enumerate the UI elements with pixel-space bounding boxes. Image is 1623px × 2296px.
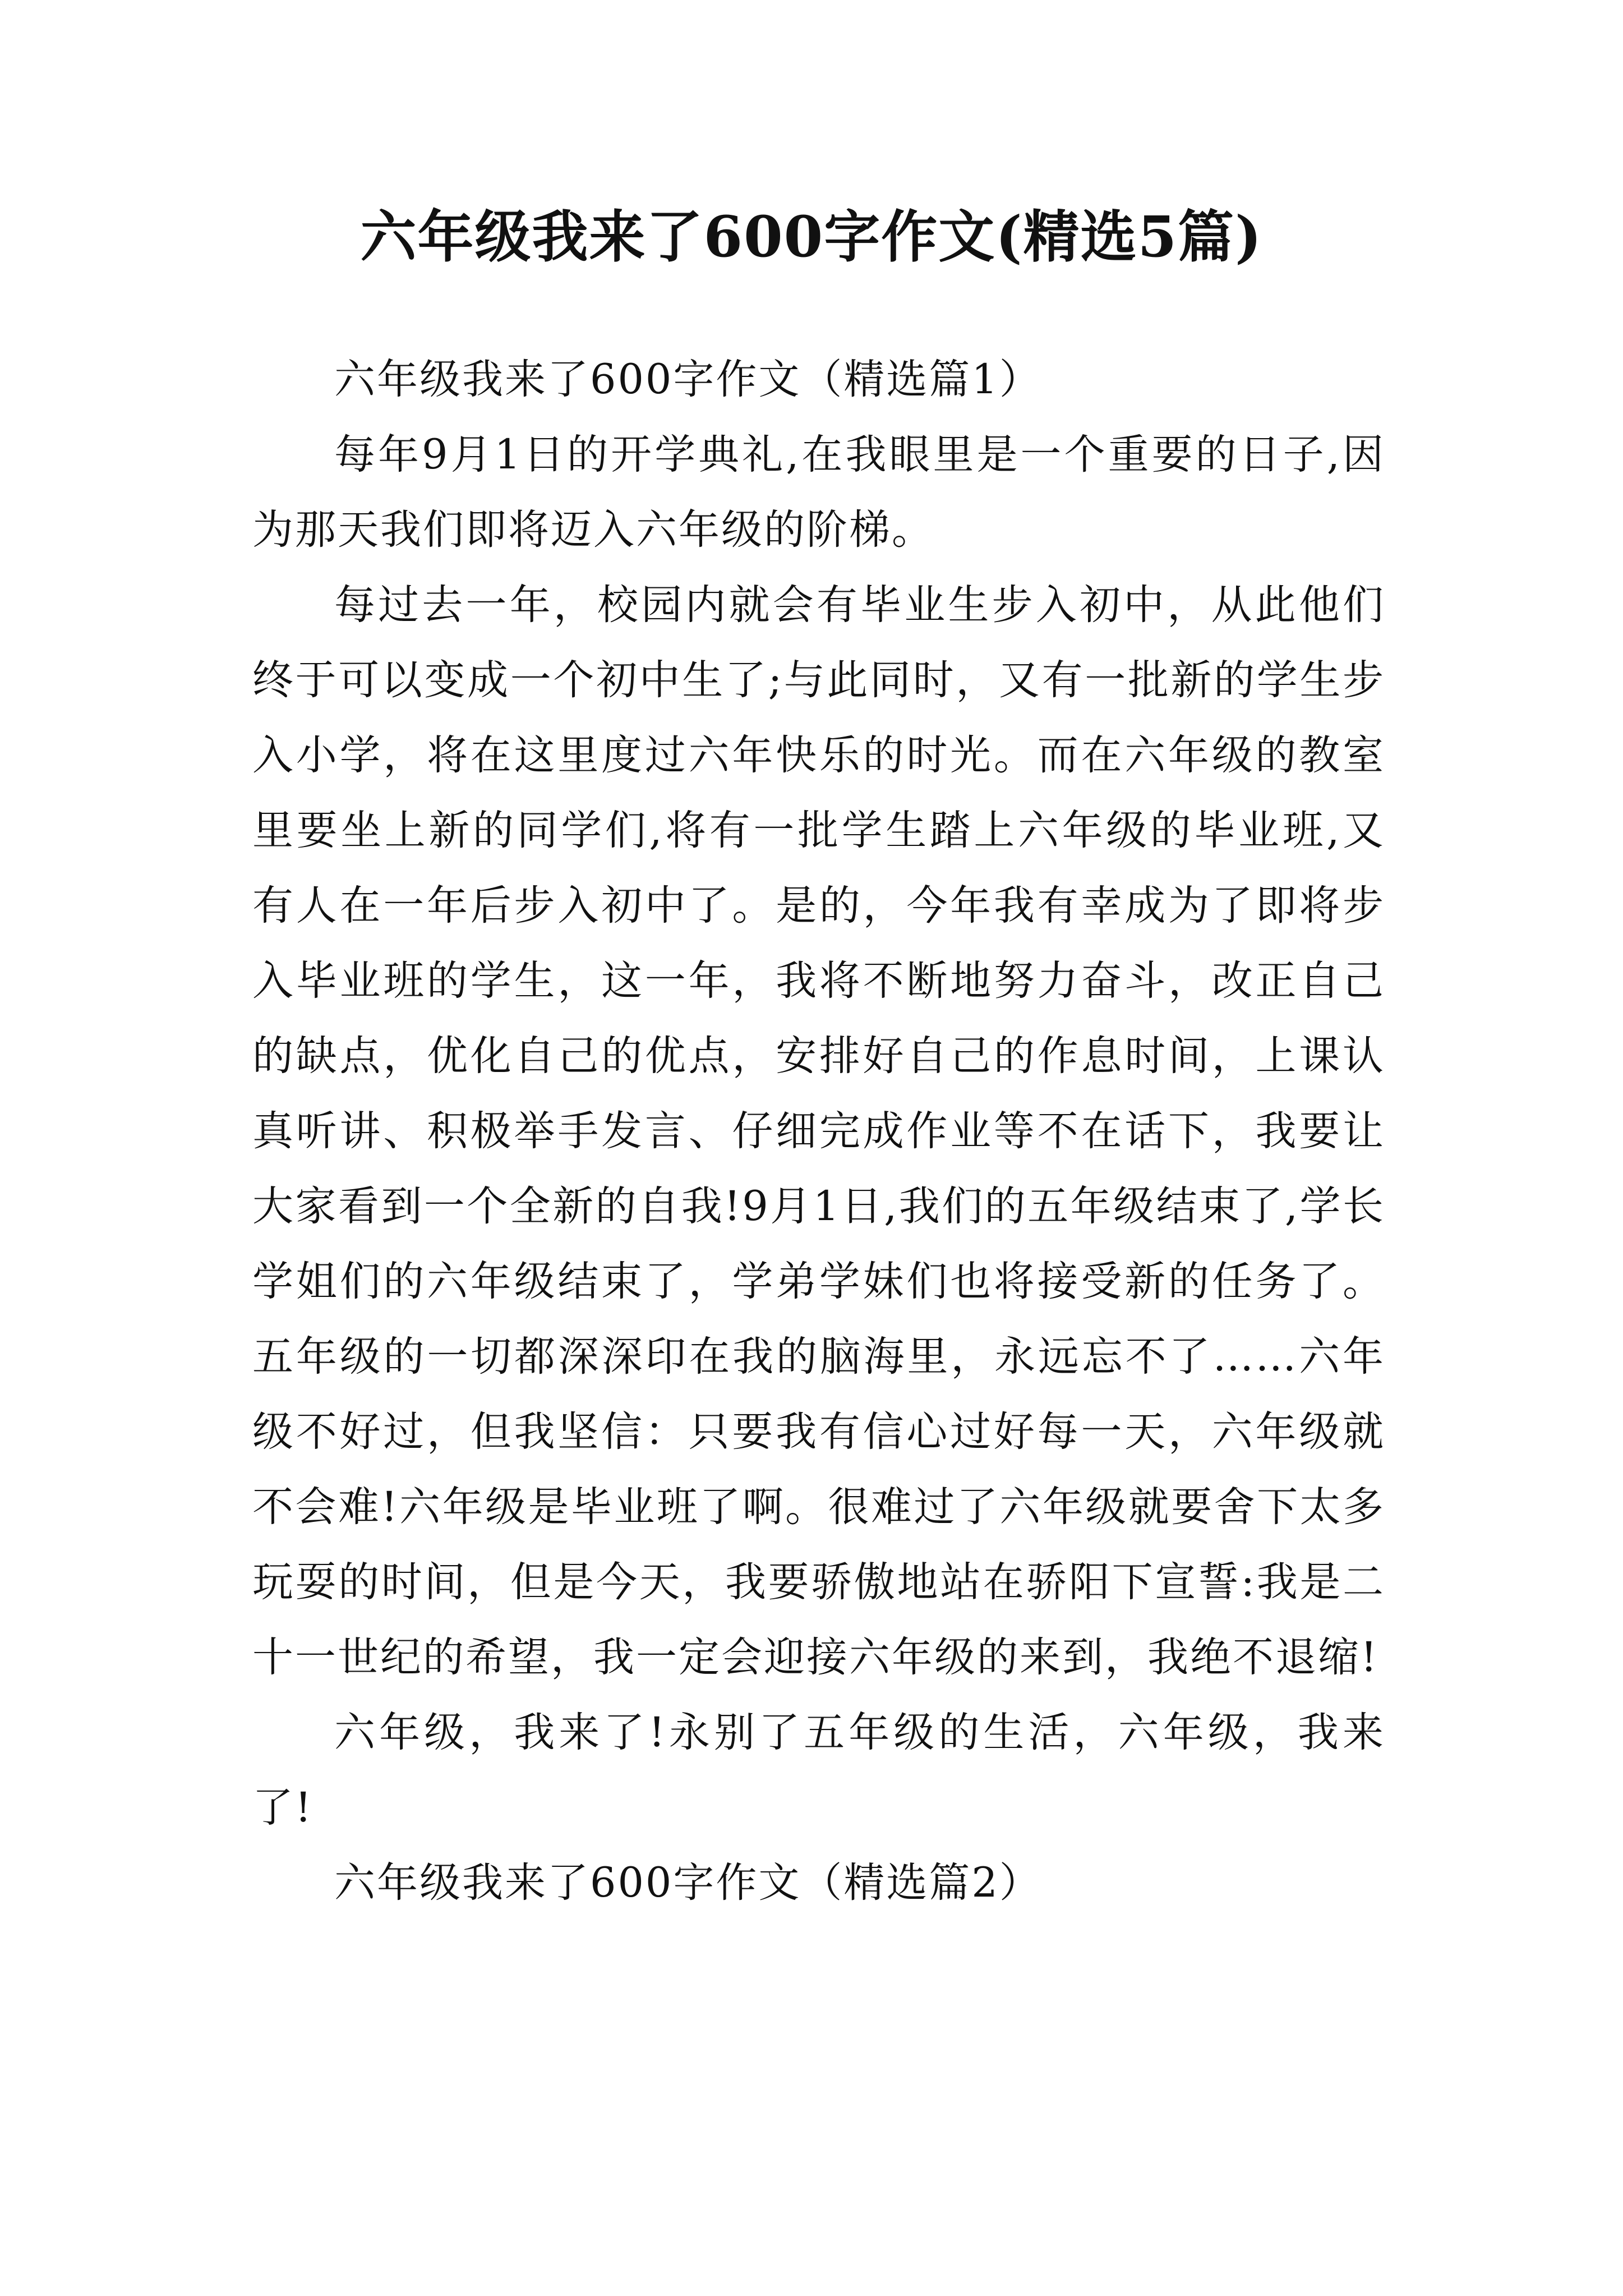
paragraph-1: 每年9月1日的开学典礼,在我眼里是一个重要的日子,因为那天我们即将迈入六年级的阶梯。 — [252, 431, 1385, 554]
section-heading-2: 六年级我来了600字作文（精选篇2） — [334, 1859, 1042, 1907]
paragraph-2: 每过去一年，校园内就会有毕业生步入初中，从此他们终于可以变成一个初中生了;与此同时，又有一批新的学生步入小学，将在这里度过六年快乐的时光。而在六年级的教室里要坐上新的同学们,将有一批学生踏上六年级的毕业班,又有人在一年后步入初中了。是的，今年我有幸成为了即将步入毕业班的学生，这一年，我将不断地努力奋斗，改正自己的缺点，优化自己的优点，安排好自己的作息时间，上课认真听讲、积极举手发言、仔细完成作业等不在话下，我要让大家看到一个全新的自我!9月1日,我们的五年级结束了,学长学姐们的六年级结束了，学弟学妹们也将接受新的任务了。五年级的一切都深深印在我的脑海里，永远忘不了……六年级不好过，但我坚信：只要我有信心过好每一天，六年级就不会难!六年级是毕业班了啊。很难过了六年级就要舍下太多玩耍的时间，但是今天，我要骄傲地站在骄阳下宣誓:我是二十一世纪的希望，我一定会迎接六年级的来到，我绝不退缩! — [252, 581, 1385, 1681]
document-body — [252, 342, 1385, 1921]
document-title: 六年级我来了600字作文(精选5篇) — [360, 204, 1263, 270]
paragraph-3: 六年级，我来了!永别了五年级的生活，六年级，我来了! — [252, 1709, 1385, 1832]
section-heading-1: 六年级我来了600字作文（精选篇1） — [334, 356, 1042, 403]
